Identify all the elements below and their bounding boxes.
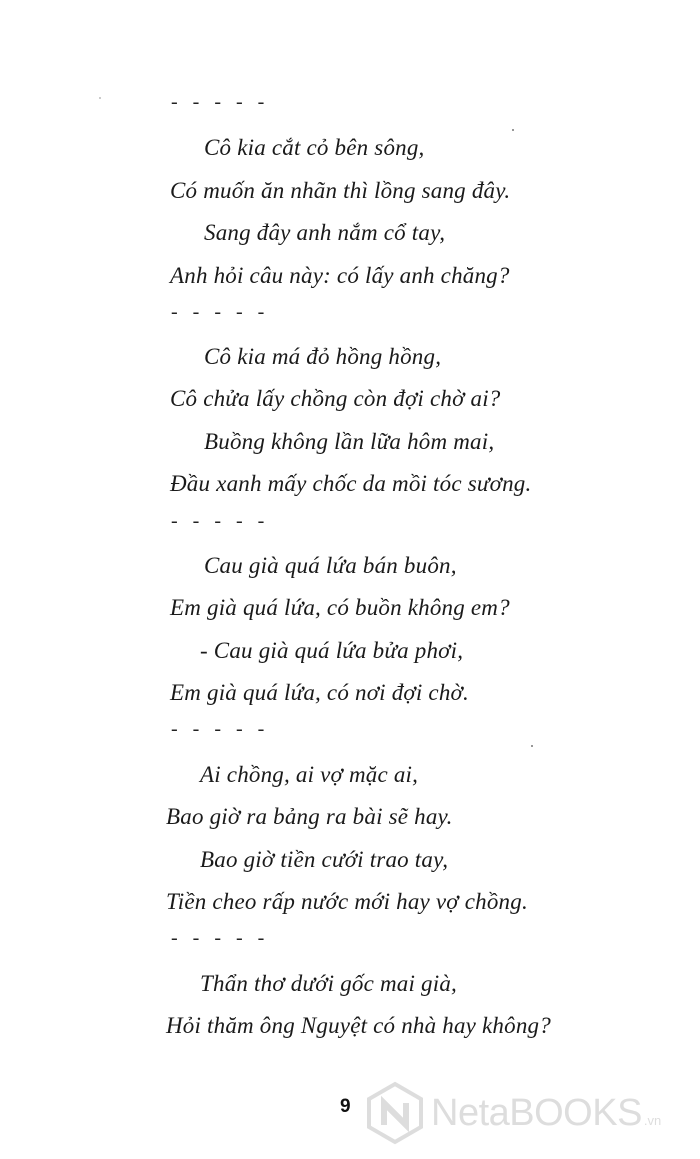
- verse-line: Bao giờ ra bảng ra bài sẽ hay.: [166, 804, 453, 829]
- verse-line: Thẩn thơ dưới gốc mai già,: [200, 971, 457, 996]
- stanza-separator: - - - - -: [171, 718, 270, 740]
- verse-line: - Cau già quá lứa bửa phơi,: [200, 638, 464, 663]
- stanza-separator: - - - - -: [171, 927, 270, 949]
- verse-line: Em già quá lứa, có buồn không em?: [170, 595, 510, 620]
- verse-line: Cô chửa lấy chồng còn đợi chờ ai?: [170, 386, 501, 411]
- netabooks-logo-icon: [365, 1081, 425, 1145]
- scan-speck: [99, 97, 101, 99]
- scan-speck: [512, 129, 514, 131]
- stanza-separator: - - - - -: [171, 91, 270, 113]
- watermark-text: NetaBOOKS: [431, 1091, 642, 1134]
- verse-line: Cô kia cắt cỏ bên sông,: [204, 135, 425, 160]
- verse-line: Buồng không lần lữa hôm mai,: [204, 429, 495, 454]
- verse-line: Anh hỏi câu này: có lấy anh chăng?: [170, 263, 510, 288]
- stanza-separator: - - - - -: [171, 301, 270, 323]
- page-number: 9: [340, 1096, 351, 1117]
- verse-line: Sang đây anh nắm cổ tay,: [204, 220, 446, 245]
- stanza-separator: - - - - -: [171, 510, 270, 532]
- verse-line: Cau già quá lứa bán buôn,: [204, 553, 457, 578]
- verse-line: Có muốn ăn nhãn thì lồng sang đây.: [170, 178, 511, 203]
- verse-line: Em già quá lứa, có nơi đợi chờ.: [170, 680, 469, 705]
- verse-line: Hỏi thăm ông Nguyệt có nhà hay không?: [166, 1013, 551, 1038]
- watermark-suffix: .vn: [643, 1112, 662, 1128]
- verse-line: Cô kia má đỏ hồng hồng,: [204, 344, 442, 369]
- scan-speck: [531, 745, 533, 747]
- verse-line: Bao giờ tiền cưới trao tay,: [200, 847, 449, 872]
- verse-line: Ai chồng, ai vợ mặc ai,: [200, 762, 419, 787]
- netabooks-watermark: [365, 1078, 661, 1148]
- verse-line: Đầu xanh mấy chốc da mồi tóc sương.: [170, 471, 532, 496]
- verse-line: Tiền cheo rấp nước mới hay vợ chồng.: [166, 889, 528, 914]
